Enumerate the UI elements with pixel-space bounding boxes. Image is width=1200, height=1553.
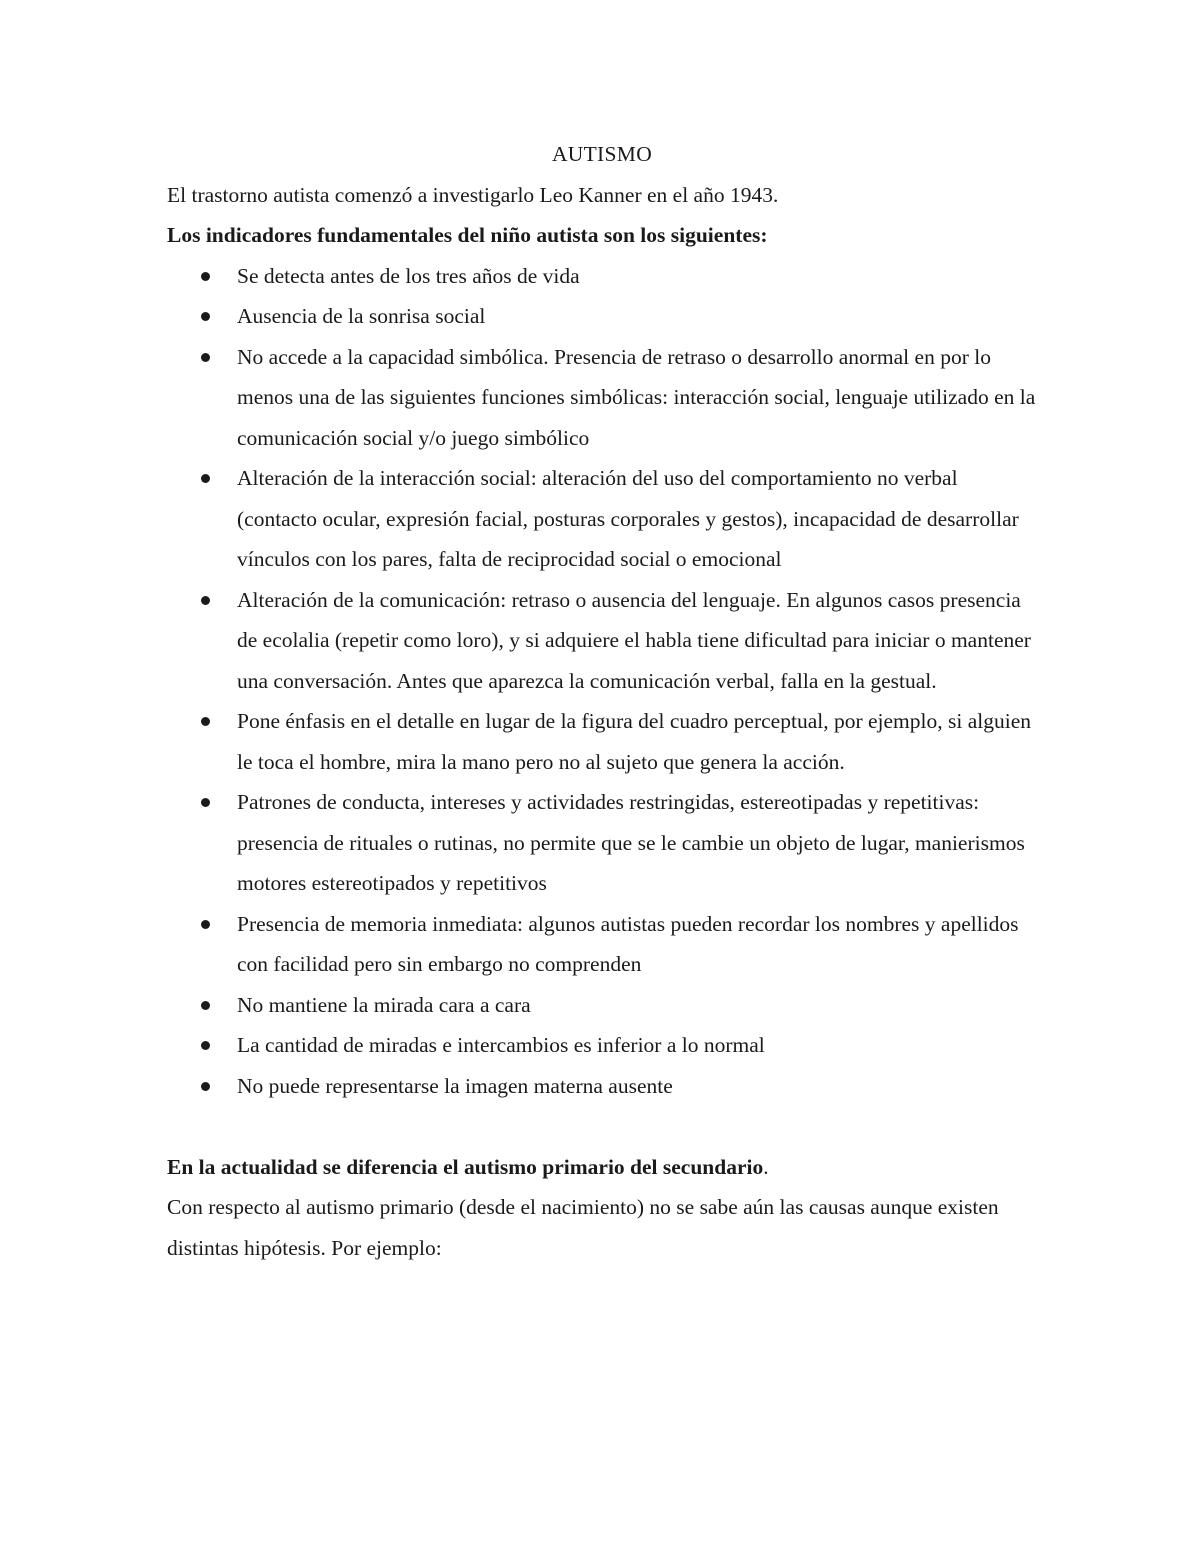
bullet-icon (201, 798, 210, 807)
list-item-text: No puede representarse la imagen materna ausente (237, 1073, 673, 1098)
section-heading: En la actualidad se diferencia el autismo primario del secundario (167, 1154, 764, 1179)
list-item-text: Se detecta antes de los tres años de vida (237, 263, 580, 288)
paragraph-spacer (167, 1106, 1037, 1147)
list-item-text: No accede a la capacidad simbólica. Presencia de retraso o desarrollo anormal en por lo menos una de las siguientes funciones simbólicas: interacción social, lenguaje utilizado en la comunicación social y/o juego simbólico (237, 344, 1036, 450)
list-item (237, 580, 1037, 702)
list-item-text: Patrones de conducta, intereses y actividades restringidas, estereotipadas y repetitivas: presencia de rituales o rutinas, no permite que se le cambie un objeto de lugar, manierismos motores estereotipados y repetitivos (237, 790, 1025, 895)
list-item (237, 904, 1037, 985)
bullet-icon (201, 353, 210, 362)
indicators-heading: Los indicadores fundamentales del niño autista son los siguientes: (167, 223, 768, 247)
document-title: AUTISMO (551, 142, 653, 166)
bullet-icon (201, 1001, 210, 1010)
list-item-text: Presencia de memoria inmediata: algunos autistas pueden recordar los nombres y apellidos con facilidad pero sin embargo no comprenden (237, 911, 1019, 976)
list-item (237, 296, 1037, 337)
list-item-text: No mantiene la mirada cara a cara (237, 992, 531, 1017)
section-heading-line (167, 1147, 1037, 1188)
section-heading-period: . (763, 1154, 769, 1179)
list-item-text: La cantidad de miradas e intercambios es inferior a lo normal (237, 1033, 765, 1057)
bullet-icon (201, 272, 210, 281)
intro-paragraph: El trastorno autista comenzó a investigarlo Leo Kanner en el año 1943. (167, 182, 779, 207)
bullet-icon (201, 1041, 210, 1050)
bullet-icon (201, 474, 210, 483)
bullet-icon (201, 920, 210, 929)
list-item-text: Pone énfasis en el detalle en lugar de la figura del cuadro perceptual, por ejemplo, si alguien le toca el hombre, mira la mano pero no al sujeto que genera la acción. (237, 709, 1031, 774)
bullet-icon (201, 717, 210, 726)
list-item-text: Alteración de la interacción social: alteración del uso del comportamiento no verbal (contacto ocular, expresión facial, posturas corporales y gestos), incapacidad de desarrollar vínculos con los pares, falta de reciprocidad social o emocional (237, 466, 1019, 571)
list-item (237, 256, 1037, 297)
bullet-icon (201, 312, 210, 321)
list-item-text: Ausencia de la sonrisa social (237, 304, 486, 328)
document-page (167, 134, 1037, 1268)
bullet-icon (201, 1082, 210, 1091)
list-item (237, 1025, 1037, 1066)
closing-paragraph: Con respecto al autismo primario (desde el nacimiento) no se sabe aún las causas aunque existen distintas hipótesis. Por ejemplo: (167, 1195, 999, 1260)
list-item (237, 782, 1037, 904)
indicators-list (167, 256, 1037, 1107)
list-item (237, 985, 1037, 1026)
bullet-icon (201, 596, 210, 605)
list-item-text: Alteración de la comunicación: retraso o ausencia del lenguaje. En algunos casos presencia de ecolalia (repetir como loro), y si adquiere el habla tiene dificultad para iniciar o mantener una conversación. Antes que aparezca la comunicación verbal, falla en la gestual. (237, 587, 1031, 693)
list-item (237, 458, 1037, 580)
list-item (237, 337, 1037, 459)
list-item (237, 1066, 1037, 1107)
list-item (237, 701, 1037, 782)
